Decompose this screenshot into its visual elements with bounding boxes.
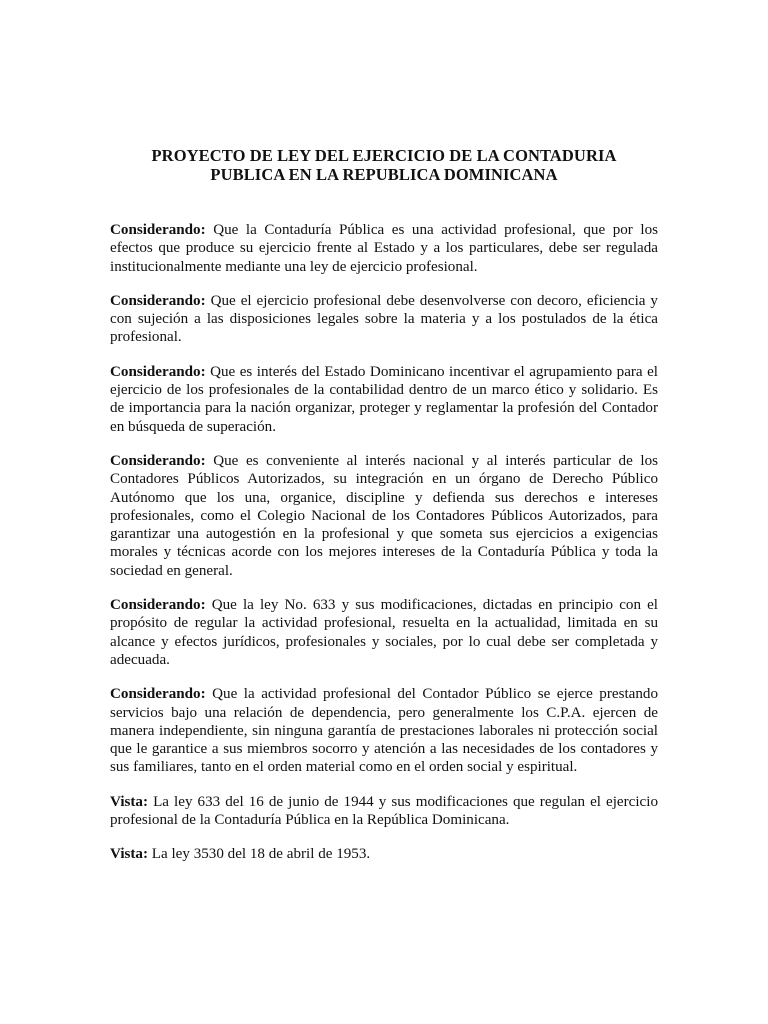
paragraph-lead: Considerando: xyxy=(110,686,206,703)
paragraph-text: Que la actividad profesional del Contador Público se ejerce prestando servicios bajo una relación de dependencia, pero generalmente los C.P.A. ejercen de manera independiente, sin ninguna garantía de prestaciones laborales ni protección social que le garantice a sus miembros socorro y atención a las necesidades de los contadores y sus familiares, tanto en el orden material como en el orden social y espiritual. xyxy=(110,686,658,776)
paragraph-vista-1 xyxy=(110,793,658,830)
paragraph-text: Que el ejercicio profesional debe desenvolverse con decoro, eficiencia y con sujeción a las disposiciones legales sobre la materia y a los postulados de la ética profesional. xyxy=(110,292,658,346)
paragraph-lead: Considerando: xyxy=(110,597,206,614)
paragraph-text: La ley 3530 del 18 de abril de 1953. xyxy=(151,846,371,863)
paragraph-lead: Considerando: xyxy=(110,452,206,469)
title-line-2: PUBLICA EN LA REPUBLICA DOMINICANA xyxy=(210,165,558,184)
paragraph-considerando-6 xyxy=(110,685,658,776)
paragraph-text: Que es interés del Estado Dominicano incentivar el agrupamiento para el ejercicio de los profesionales de la contabilidad dentro de un marco ético y solidario. Es de importancia para la nación organizar, proteger y reglamentar la profesión del Contador en búsqueda de superación. xyxy=(110,363,658,435)
paragraph-lead: Vista: xyxy=(110,846,149,863)
paragraph-lead: Considerando: xyxy=(110,363,206,380)
paragraph-considerando-1 xyxy=(110,221,658,276)
paragraph-text: Que es conveniente al interés nacional y al interés particular de los Contadores Públicos Autorizados, su integración en un órgano de Derecho Público Autónomo que los una, organice, discipline y defienda sus derechos e intereses profesionales, como el Colegio Nacional de los Contadores Públicos Autorizados, para garantizar una autogestión en la profesional y que someta sus ejercicios a exigencias morales y técnicas acorde con los mejores intereses de la Contaduría Pública y toda la sociedad en general. xyxy=(110,452,658,579)
document-title xyxy=(110,146,658,184)
paragraph-lead: Considerando: xyxy=(110,222,206,238)
paragraph-text: Que la Contaduría Pública es una actividad profesional, que por los efectos que produce su ejercicio frente al Estado y a los particulares, debe ser regulada institucionalmente mediante una ley de ejercicio profesional. xyxy=(110,222,658,275)
paragraph-text: Que la ley No. 633 y sus modificaciones, dictadas en principio con el propósito de regular la actividad profesional, resuelta en la actualidad, limitada en su alcance y efectos jurídicos, profesionales y sociales, por lo cual debe ser completada y adecuada. xyxy=(110,597,658,668)
paragraph-text: La ley 633 del 16 de junio de 1944 y sus modificaciones que regulan el ejercicio profesional de la Contaduría Pública en la República Dominicana. xyxy=(110,793,658,829)
paragraph-vista-2 xyxy=(110,845,658,863)
paragraph-considerando-5 xyxy=(110,596,658,669)
paragraph-lead: Considerando: xyxy=(110,292,206,309)
document-body xyxy=(110,221,658,880)
paragraph-considerando-3 xyxy=(110,363,658,436)
paragraph-lead: Vista: xyxy=(110,793,149,810)
paragraph-considerando-2 xyxy=(110,292,658,347)
title-line-1: PROYECTO DE LEY DEL EJERCICIO DE LA CONTADURIA xyxy=(151,146,617,165)
paragraph-considerando-4 xyxy=(110,452,658,580)
